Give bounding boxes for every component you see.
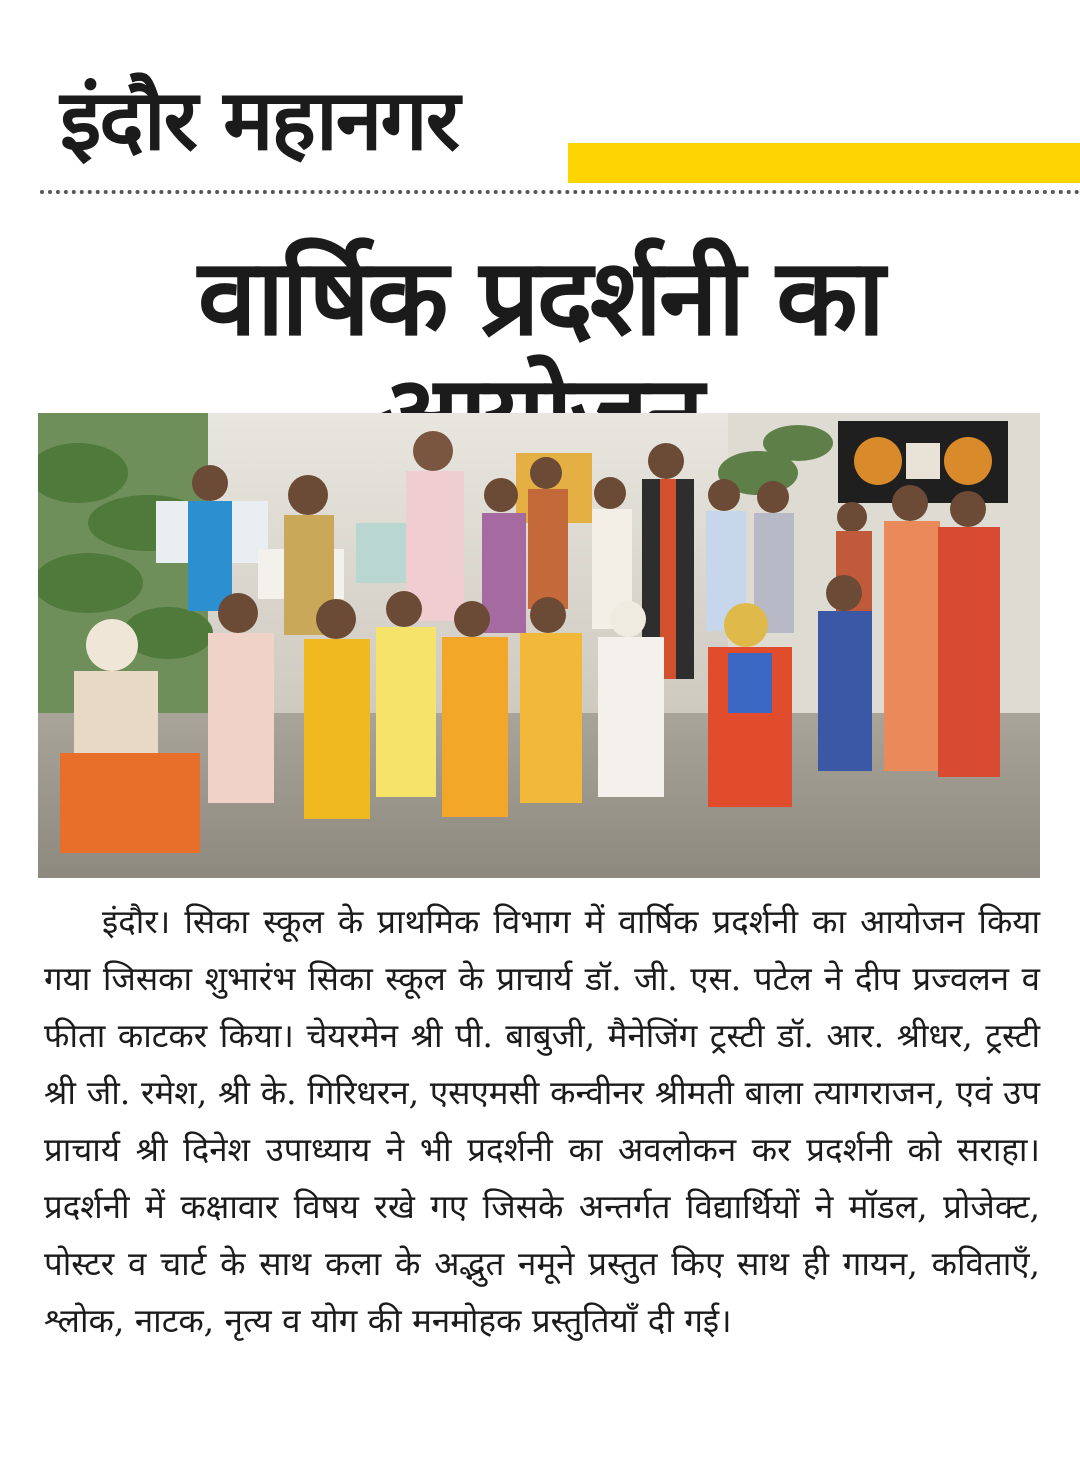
headline: वार्षिक प्रदर्शनी का <box>197 236 883 359</box>
section-header <box>0 0 1080 200</box>
dotted-divider <box>40 190 1080 194</box>
photo-illustration <box>38 413 1040 878</box>
accent-bar <box>568 143 1080 183</box>
article-body: इंदौर। सिका स्कूल के प्राथमिक विभाग में वार्षिक प्रदर्शनी का आयोजन किया गया जिसका शुभारंभ सिका स्कूल के प्राचार्य डॉ. जी. एस. पटेल ने दीप प्रज्वलन व फीता काटकर किया। चेयरमेन श्री पी. बाबुजी, मैनेजिंग ट्रस्टी डॉ. आर. श्रीधर, ट्रस्टी श्री जी. रमेश, श्री के. गिरिधरन, एसएमसी कन्वीनर श्रीमती बाला त्यागराजन, एवं उप प्राचार्य श्री दिनेश उपाध्याय ने भी प्रदर्शनी का अवलोकन कर प्रदर्शनी को सराहा। प्रदर्शनी में कक्षावार विषय रखे गए जिसके अन्तर्गत विद्यार्थियों ने मॉडल, प्रोजेक्ट, पोस्टर व चार्ट के साथ कला के अद्भुत नमूने प्रस्तुत किए साथ ही गायन, कविताएँ, श्लोक, नाटक, नृत्य व योग की मनमोहक प्रस्तुतियाँ दी गई। <box>44 902 1040 1340</box>
section-title: इंदौर महानगर <box>60 71 459 169</box>
group-photo <box>38 413 1040 878</box>
